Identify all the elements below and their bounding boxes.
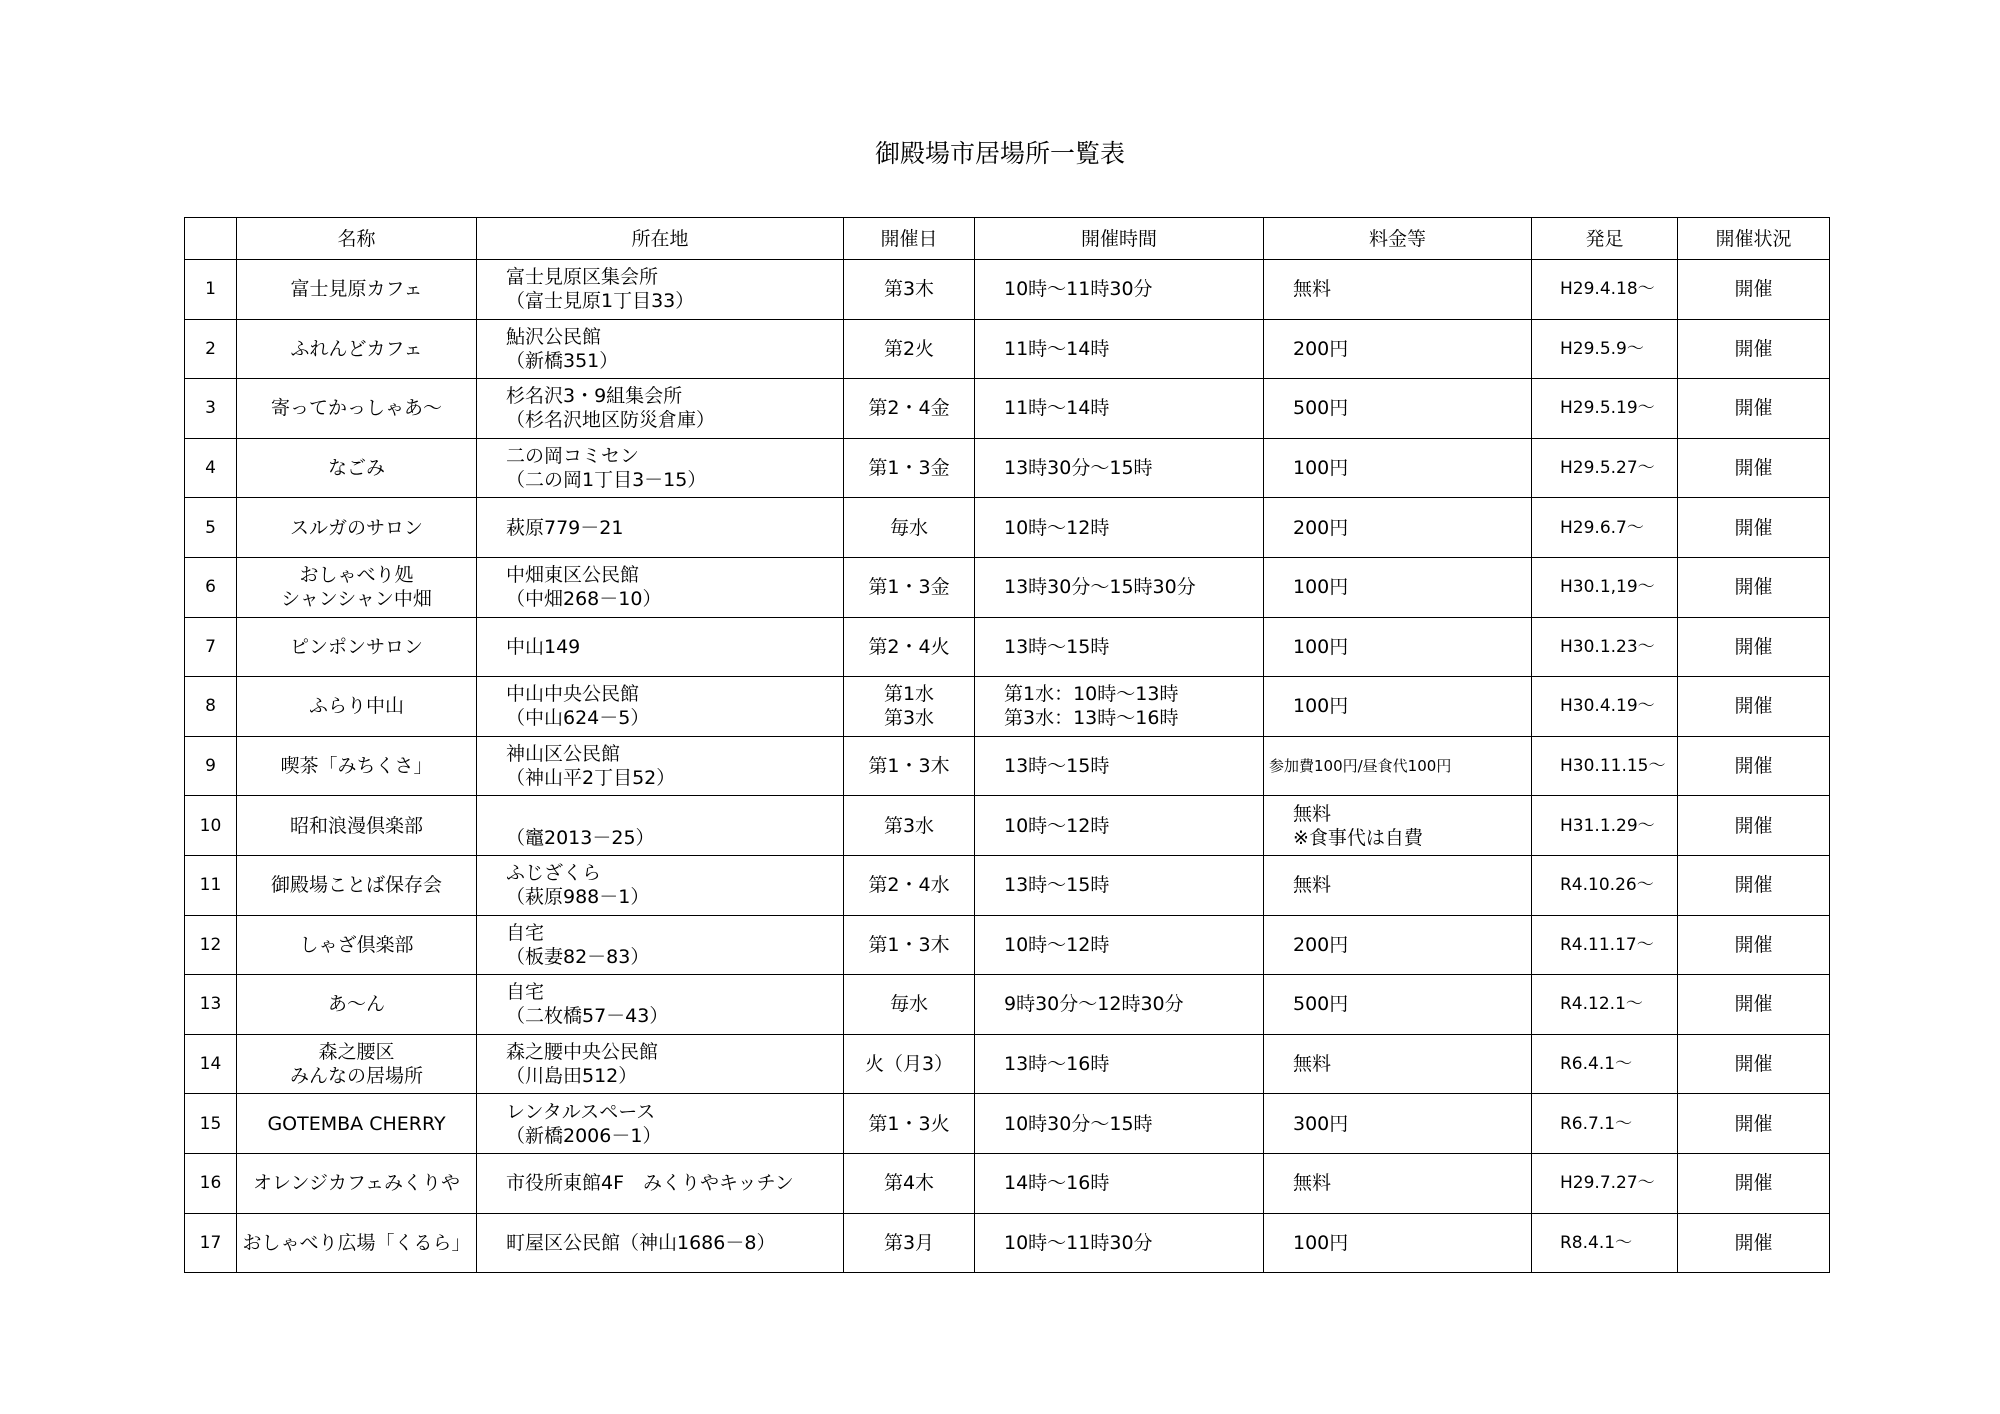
cell-day-line: 毎水 xyxy=(889,516,928,539)
row-number: 16 xyxy=(185,1153,237,1213)
table-row xyxy=(185,498,1830,558)
cell-location-line: （中畑268－10） xyxy=(506,588,662,611)
row-number: 11 xyxy=(185,855,237,915)
cell-location xyxy=(477,975,844,1035)
cell-location xyxy=(477,1034,844,1094)
cell-name-line: 富士見原カフェ xyxy=(290,278,423,301)
cell-day-line: 第1水 xyxy=(883,683,935,706)
cell-day-line: 第3木 xyxy=(883,278,935,301)
cell-time-line: 10時～11時30分 xyxy=(1004,278,1153,301)
cell-name-line: おしゃべり広場「くるら」 xyxy=(242,1231,471,1254)
cell-time-line: 13時～15時 xyxy=(1004,874,1110,897)
cell-time xyxy=(975,1213,1264,1273)
cell-fee xyxy=(1264,260,1532,320)
cell-day xyxy=(844,915,975,975)
row-number: 13 xyxy=(185,975,237,1035)
cell-status: 開催 xyxy=(1678,915,1830,975)
cell-fee-line: 無料 xyxy=(1293,278,1332,301)
cell-location-line: 杉名沢3・9組集会所 xyxy=(506,385,683,408)
cell-start: R4.11.17～ xyxy=(1532,915,1678,975)
cell-status: 開催 xyxy=(1678,1034,1830,1094)
cell-fee xyxy=(1264,319,1532,379)
cell-fee-line: 200円 xyxy=(1293,337,1349,360)
cell-time xyxy=(975,736,1264,796)
cell-start: H29.7.27～ xyxy=(1532,1153,1678,1213)
cell-location-line: 中山149 xyxy=(506,635,581,658)
cell-location xyxy=(477,557,844,617)
table-row xyxy=(185,1213,1830,1273)
table-row xyxy=(185,915,1830,975)
cell-fee-line: 無料 xyxy=(1293,1172,1332,1195)
cell-name-line: ふらり中山 xyxy=(308,695,404,718)
table-body xyxy=(185,260,1830,1273)
cell-location-line: （二の岡1丁目3－15） xyxy=(506,469,707,492)
cell-location-line: 萩原779－21 xyxy=(506,516,624,539)
cell-fee-line: 300円 xyxy=(1293,1112,1349,1135)
cell-location-line: レンタルスペース xyxy=(506,1100,656,1123)
cell-name xyxy=(237,855,477,915)
table-row xyxy=(185,1094,1830,1154)
cell-location-line: 森之腰中央公民館 xyxy=(506,1041,659,1064)
cell-time-line: 14時～16時 xyxy=(1004,1172,1110,1195)
cell-location xyxy=(477,438,844,498)
header-fee: 料金等 xyxy=(1264,218,1532,260)
page-title: 御殿場市居場所一覧表 xyxy=(874,139,1125,168)
row-number: 3 xyxy=(185,379,237,439)
cell-day xyxy=(844,617,975,677)
cell-name xyxy=(237,438,477,498)
cell-start: H29.6.7～ xyxy=(1532,498,1678,558)
cell-location xyxy=(477,855,844,915)
cell-time xyxy=(975,617,1264,677)
cell-start: R6.4.1～ xyxy=(1532,1034,1678,1094)
cell-location-line: （新橋351） xyxy=(506,349,619,372)
cell-time-line: 第1水：10時～13時 xyxy=(1004,683,1179,706)
cell-day xyxy=(844,498,975,558)
cell-time-line: 10時～12時 xyxy=(1004,814,1110,837)
cell-time-line: 10時30分～15時 xyxy=(1004,1112,1153,1135)
cell-fee xyxy=(1264,1094,1532,1154)
table-row xyxy=(185,260,1830,320)
cell-start: H30.11.15～ xyxy=(1532,736,1678,796)
row-number: 9 xyxy=(185,736,237,796)
cell-location-line: 二の岡コミセン xyxy=(506,445,640,468)
cell-time-line: 9時30分～12時30分 xyxy=(1004,993,1184,1016)
cell-day xyxy=(844,796,975,856)
cell-day-line: 第3水 xyxy=(883,814,935,837)
cell-fee xyxy=(1264,1034,1532,1094)
cell-fee-line: 無料 xyxy=(1293,874,1332,897)
row-number: 14 xyxy=(185,1034,237,1094)
cell-fee xyxy=(1264,677,1532,737)
cell-time xyxy=(975,557,1264,617)
cell-location xyxy=(477,498,844,558)
cell-start: H29.4.18～ xyxy=(1532,260,1678,320)
cell-start: R8.4.1～ xyxy=(1532,1213,1678,1273)
cell-day xyxy=(844,1034,975,1094)
cell-location-line: （富士見原1丁目33） xyxy=(506,290,695,313)
cell-time-line: 10時～12時 xyxy=(1004,516,1110,539)
cell-status: 開催 xyxy=(1678,438,1830,498)
row-number: 4 xyxy=(185,438,237,498)
cell-time xyxy=(975,915,1264,975)
cell-time-line: 13時～16時 xyxy=(1004,1053,1110,1076)
cell-location-line: 市役所東館4F みくりやキッチン xyxy=(506,1172,794,1195)
cell-location xyxy=(477,796,844,856)
cell-location xyxy=(477,379,844,439)
cell-fee-line: 100円 xyxy=(1293,576,1349,599)
cell-location-line: （新橋2006－1） xyxy=(506,1124,662,1147)
cell-fee xyxy=(1264,796,1532,856)
cell-start: H29.5.9～ xyxy=(1532,319,1678,379)
cell-name xyxy=(237,1213,477,1273)
cell-fee xyxy=(1264,617,1532,677)
row-number: 15 xyxy=(185,1094,237,1154)
cell-fee xyxy=(1264,975,1532,1035)
cell-fee-line: 500円 xyxy=(1293,993,1349,1016)
cell-day-line: 第2・4水 xyxy=(868,874,950,897)
cell-fee xyxy=(1264,498,1532,558)
row-number: 7 xyxy=(185,617,237,677)
cell-start: R4.10.26～ xyxy=(1532,855,1678,915)
cell-start: R6.7.1～ xyxy=(1532,1094,1678,1154)
cell-name xyxy=(237,1153,477,1213)
cell-location-line: ふじざくら xyxy=(506,862,602,885)
cell-name-line: 喫茶「みちくさ」 xyxy=(280,755,433,778)
cell-time xyxy=(975,260,1264,320)
cell-time-line: 11時～14時 xyxy=(1004,397,1110,420)
cell-location xyxy=(477,677,844,737)
header-day: 開催日 xyxy=(844,218,975,260)
cell-time-line: 11時～14時 xyxy=(1004,337,1110,360)
cell-name-line: しゃざ倶楽部 xyxy=(299,933,414,956)
cell-day xyxy=(844,1213,975,1273)
cell-time-line: 13時30分～15時30分 xyxy=(1004,576,1196,599)
cell-name-line: なごみ xyxy=(327,457,385,480)
cell-status: 開催 xyxy=(1678,796,1830,856)
cell-status: 開催 xyxy=(1678,617,1830,677)
cell-day xyxy=(844,855,975,915)
cell-location-line xyxy=(506,802,843,826)
cell-status: 開催 xyxy=(1678,557,1830,617)
table-row xyxy=(185,736,1830,796)
cell-location-line: （竈2013－25） xyxy=(506,826,655,849)
cell-start: H30.4.19～ xyxy=(1532,677,1678,737)
cell-time xyxy=(975,855,1264,915)
cell-name xyxy=(237,677,477,737)
cell-time-line: 13時30分～15時 xyxy=(1004,457,1153,480)
cell-name-line: 寄ってかっしゃあ～ xyxy=(270,397,442,420)
table-row xyxy=(185,677,1830,737)
header-no xyxy=(185,218,237,260)
cell-fee xyxy=(1264,1153,1532,1213)
cell-status: 開催 xyxy=(1678,498,1830,558)
cell-location xyxy=(477,1213,844,1273)
cell-name xyxy=(237,617,477,677)
cell-name-line: GOTEMBA CHERRY xyxy=(267,1112,446,1135)
cell-name xyxy=(237,319,477,379)
cell-fee-line: ※食事代は自費 xyxy=(1293,826,1423,849)
cell-day xyxy=(844,319,975,379)
cell-location-line: （杉名沢地区防災倉庫） xyxy=(506,409,716,432)
cell-start: H30.1.23～ xyxy=(1532,617,1678,677)
cell-status: 開催 xyxy=(1678,855,1830,915)
cell-time xyxy=(975,677,1264,737)
cell-location-line: （萩原988－1） xyxy=(506,886,650,909)
cell-time-line: 10時～11時30分 xyxy=(1004,1231,1153,1254)
row-number: 2 xyxy=(185,319,237,379)
table-header-row xyxy=(185,218,1830,260)
table-row xyxy=(185,617,1830,677)
cell-fee-line: 100円 xyxy=(1293,635,1349,658)
cell-day-line: 第2・4金 xyxy=(868,397,950,420)
cell-day xyxy=(844,557,975,617)
table-row xyxy=(185,1034,1830,1094)
cell-name-line: スルガのサロン xyxy=(289,516,423,539)
cell-name-line: おしゃべり処 xyxy=(299,564,414,587)
cell-name xyxy=(237,557,477,617)
cell-day-line: 第3月 xyxy=(883,1231,935,1254)
cell-status: 開催 xyxy=(1678,1094,1830,1154)
cell-time xyxy=(975,438,1264,498)
cell-name xyxy=(237,1094,477,1154)
cell-time xyxy=(975,498,1264,558)
table-row xyxy=(185,855,1830,915)
cell-fee xyxy=(1264,855,1532,915)
cell-time xyxy=(975,1094,1264,1154)
cell-status: 開催 xyxy=(1678,1153,1830,1213)
cell-status: 開催 xyxy=(1678,677,1830,737)
cell-day xyxy=(844,1153,975,1213)
table-row xyxy=(185,557,1830,617)
cell-name-line: 森之腰区 xyxy=(318,1041,395,1064)
cell-location xyxy=(477,1153,844,1213)
cell-time xyxy=(975,379,1264,439)
cell-fee-line: 500円 xyxy=(1293,397,1349,420)
row-number: 6 xyxy=(185,557,237,617)
table-row xyxy=(185,319,1830,379)
cell-location xyxy=(477,915,844,975)
cell-time xyxy=(975,975,1264,1035)
cell-day-line: 第1・3木 xyxy=(868,755,950,778)
cell-location-line: 鮎沢公民館 xyxy=(506,325,602,348)
row-number: 1 xyxy=(185,260,237,320)
cell-name-line: ふれんどカフェ xyxy=(290,337,423,360)
cell-fee-line: 200円 xyxy=(1293,516,1349,539)
cell-name-line: あ～ん xyxy=(327,993,385,1016)
cell-day-line: 第1・3金 xyxy=(868,457,950,480)
cell-day-line: 第1・3火 xyxy=(868,1112,950,1135)
cell-time-line: 13時～15時 xyxy=(1004,635,1110,658)
cell-location-line: 富士見原区集会所 xyxy=(506,266,659,289)
cell-name-line: シャンシャン中畑 xyxy=(281,588,432,611)
cell-day-line: 第2・4火 xyxy=(868,635,950,658)
cell-fee-line: 無料 xyxy=(1293,1053,1332,1076)
cell-name-line: 昭和浪漫倶楽部 xyxy=(289,814,423,837)
cell-start: R4.12.1～ xyxy=(1532,975,1678,1035)
cell-location xyxy=(477,1094,844,1154)
table-row xyxy=(185,796,1830,856)
cell-day-line: 第3水 xyxy=(883,707,935,730)
cell-day xyxy=(844,975,975,1035)
cell-time xyxy=(975,1153,1264,1213)
cell-day xyxy=(844,438,975,498)
cell-day xyxy=(844,379,975,439)
cell-time-line: 13時～15時 xyxy=(1004,755,1110,778)
cell-location xyxy=(477,617,844,677)
facility-table xyxy=(184,217,1830,1273)
header-start: 発足 xyxy=(1532,218,1678,260)
cell-location xyxy=(477,260,844,320)
row-number: 5 xyxy=(185,498,237,558)
cell-time-line: 10時～12時 xyxy=(1004,933,1110,956)
cell-day xyxy=(844,677,975,737)
cell-fee-line: 参加費100円/昼食代100円 xyxy=(1269,757,1452,776)
row-number: 10 xyxy=(185,796,237,856)
cell-name xyxy=(237,1034,477,1094)
cell-fee xyxy=(1264,915,1532,975)
cell-status: 開催 xyxy=(1678,319,1830,379)
cell-time-line: 第3水：13時～16時 xyxy=(1004,707,1179,730)
cell-fee-line: 100円 xyxy=(1293,457,1349,480)
cell-fee-line: 200円 xyxy=(1293,933,1349,956)
cell-time xyxy=(975,796,1264,856)
cell-day-line: 第2火 xyxy=(883,337,935,360)
header-location: 所在地 xyxy=(477,218,844,260)
cell-day-line: 毎水 xyxy=(889,993,928,1016)
cell-location-line: （川島田512） xyxy=(506,1065,638,1088)
cell-location-line: （板妻82－83） xyxy=(506,945,650,968)
cell-fee xyxy=(1264,557,1532,617)
cell-start: H31.1.29～ xyxy=(1532,796,1678,856)
cell-name xyxy=(237,260,477,320)
header-name: 名称 xyxy=(237,218,477,260)
table-row xyxy=(185,438,1830,498)
row-number: 12 xyxy=(185,915,237,975)
cell-name xyxy=(237,915,477,975)
cell-status: 開催 xyxy=(1678,379,1830,439)
cell-fee-line: 100円 xyxy=(1293,1231,1349,1254)
cell-status: 開催 xyxy=(1678,1213,1830,1273)
cell-fee xyxy=(1264,1213,1532,1273)
cell-location-line: （二枚橋57－43） xyxy=(506,1005,669,1028)
row-number: 8 xyxy=(185,677,237,737)
cell-location-line: 自宅 xyxy=(506,921,545,944)
cell-name xyxy=(237,736,477,796)
header-status: 開催状況 xyxy=(1678,218,1830,260)
cell-fee-line: 無料 xyxy=(1293,802,1332,825)
cell-location xyxy=(477,319,844,379)
cell-start: H30.1,19～ xyxy=(1532,557,1678,617)
cell-name xyxy=(237,796,477,856)
cell-time xyxy=(975,319,1264,379)
cell-day-line: 第1・3金 xyxy=(868,576,950,599)
cell-location-line: 中山中央公民館 xyxy=(506,683,640,706)
cell-location-line: 中畑東区公民館 xyxy=(506,564,640,587)
cell-day xyxy=(844,260,975,320)
cell-status: 開催 xyxy=(1678,975,1830,1035)
cell-name xyxy=(237,379,477,439)
table-row xyxy=(185,1153,1830,1213)
row-number: 17 xyxy=(185,1213,237,1273)
cell-fee xyxy=(1264,379,1532,439)
cell-location-line: 自宅 xyxy=(506,981,545,1004)
table-row xyxy=(185,379,1830,439)
cell-name-line: ピンポンサロン xyxy=(289,635,423,658)
cell-start: H29.5.19～ xyxy=(1532,379,1678,439)
table-row xyxy=(185,975,1830,1035)
cell-location-line: （神山平2丁目52） xyxy=(506,767,676,790)
cell-name xyxy=(237,975,477,1035)
cell-name-line: 御殿場ことば保存会 xyxy=(270,874,442,897)
cell-status: 開催 xyxy=(1678,260,1830,320)
cell-day-line: 第4木 xyxy=(883,1172,935,1195)
cell-day-line: 火（月3） xyxy=(864,1053,954,1076)
cell-fee xyxy=(1264,438,1532,498)
cell-location xyxy=(477,736,844,796)
cell-fee xyxy=(1264,736,1532,796)
cell-start: H29.5.27～ xyxy=(1532,438,1678,498)
cell-time xyxy=(975,1034,1264,1094)
cell-day xyxy=(844,1094,975,1154)
cell-location-line: （中山624－5） xyxy=(506,707,650,730)
cell-name xyxy=(237,498,477,558)
cell-name-line: オレンジカフェみくりや xyxy=(252,1172,461,1195)
cell-location-line: 神山区公民館 xyxy=(506,743,621,766)
cell-fee-line: 100円 xyxy=(1293,695,1349,718)
cell-status: 開催 xyxy=(1678,736,1830,796)
cell-name-line: みんなの居場所 xyxy=(289,1065,423,1088)
cell-day xyxy=(844,736,975,796)
header-time: 開催時間 xyxy=(975,218,1264,260)
cell-day-line: 第1・3木 xyxy=(868,933,950,956)
cell-location-line: 町屋区公民館（神山1686－8） xyxy=(506,1231,776,1254)
